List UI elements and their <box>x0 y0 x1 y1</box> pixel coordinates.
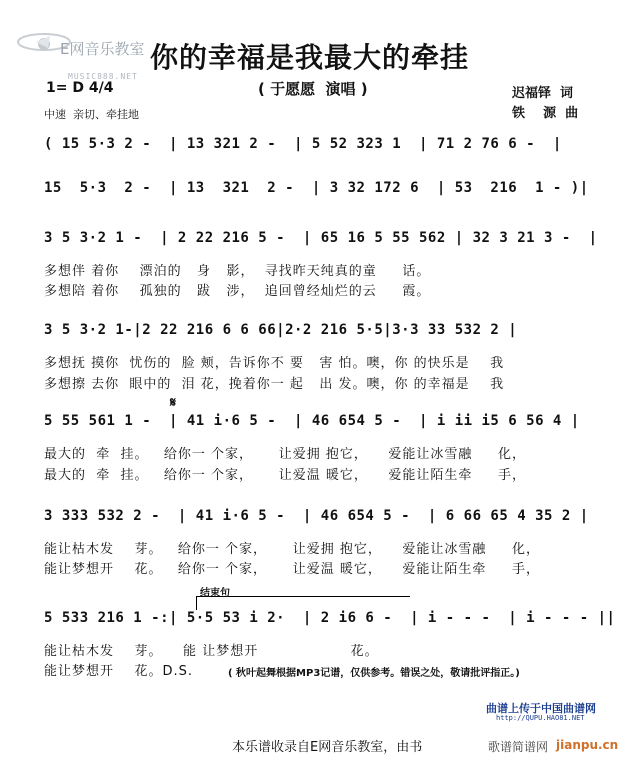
ending-label: 结束句 <box>200 588 230 599</box>
score-row-3: 3 5 3·2 1 - | 2 22 216 5 - | 65 16 5 55 562 | 32 3 21 3 - | <box>44 230 598 246</box>
source-credit: 本乐谱收录自E网音乐教室，由书 <box>232 740 423 755</box>
score-row-4: 3 5 3·2 1-|2 22 216 6 6 66|2·2 216 5·5|3·3 33 532 2 | <box>44 322 518 338</box>
lyric-row-5a: 最大的 牵 挂。 给你一 个家， 让爱拥 抱它， 爱能让冰雪融 化， <box>44 447 527 462</box>
watermark-jianpu-domain: jianpu.cn <box>556 738 619 752</box>
lyric-row-7a: 能让枯木发 芽。 能 让梦想开 花。 <box>44 644 379 659</box>
tempo-marking: 中速 亲切、牵挂地 <box>44 108 139 121</box>
lyricist: 迟福铎 词 <box>512 86 574 101</box>
composer: 铁 源 曲 <box>512 106 579 121</box>
lyric-row-7b: 能让梦想开 花。D.S. <box>44 664 194 679</box>
score-row-6: 3 333 532 2 - | 41 i·6 5 - | 46 654 5 - | 6 66 65 4 35 2 | <box>44 508 589 524</box>
performer: ( 于愿愿 演唱 ) <box>258 80 368 98</box>
watermark-url: MUSIC888.NET <box>68 72 138 81</box>
lyric-row-4b: 多想擦 去你 眼中的 泪 花，挽着你一 起 出 发。噢，你 的幸福是 我 <box>44 377 505 392</box>
key-signature: 1= D 4/4 <box>46 80 114 96</box>
score-row-1: ( 15 5·3 2 - | 13 321 2 - | 5 52 323 1 | 71 2 76 6 - | <box>44 136 562 152</box>
lyric-row-4a: 多想抚 摸你 忧伤的 脸 颊，告诉你不 要 害 怕。噢，你 的快乐是 我 <box>44 356 505 371</box>
lyric-row-5b: 最大的 牵 挂。 给你一 个家， 让爱温 暖它， 爱能让陌生牵 手， <box>44 468 527 483</box>
transcription-note: ( 秋叶起舞根据MP3记谱，仅供参考。错误之处，敬请批评指正。) <box>228 668 520 679</box>
score-row-2: 15 5·3 2 - | 13 321 2 - | 3 32 172 6 | 53 216 1 - )| <box>44 180 589 196</box>
score-row-7: 5 533 216 1 -:| 5·5 53 i 2· | 2 i6 6 - | i - - - | i - - - || <box>44 610 616 626</box>
lyric-row-3a: 多想伴 着你 漂泊的 身 影， 寻找昨天纯真的童 话。 <box>44 264 431 279</box>
lyric-row-6b: 能让梦想开 花。 给你一 个家， 让爱温 暖它， 爱能让陌生牵 手， <box>44 562 541 577</box>
lyric-row-6a: 能让枯木发 芽。 给你一 个家， 让爱拥 抱它， 爱能让冰雪融 化， <box>44 542 541 557</box>
lyric-row-3b: 多想陪 着你 孤独的 跋 涉， 追回曾经灿烂的云 霞。 <box>44 284 431 299</box>
song-title: 你的幸福是我最大的牵挂 <box>150 41 470 74</box>
segno-sign: 𝄋 <box>170 395 177 411</box>
watermark-jianpu: 歌谱简谱网 <box>488 740 549 754</box>
watermark-site: E网音乐教室 <box>60 40 145 58</box>
score-row-5: 5 55 561 1 - | 41 i·6 5 - | 46 654 5 - | i ii i5 6 56 4 | <box>44 413 580 429</box>
watermark-qupu: 曲谱上传于中国曲谱网 <box>486 702 596 715</box>
watermark-qupu-url: http://QUPU.HAO81.NET <box>496 714 585 722</box>
